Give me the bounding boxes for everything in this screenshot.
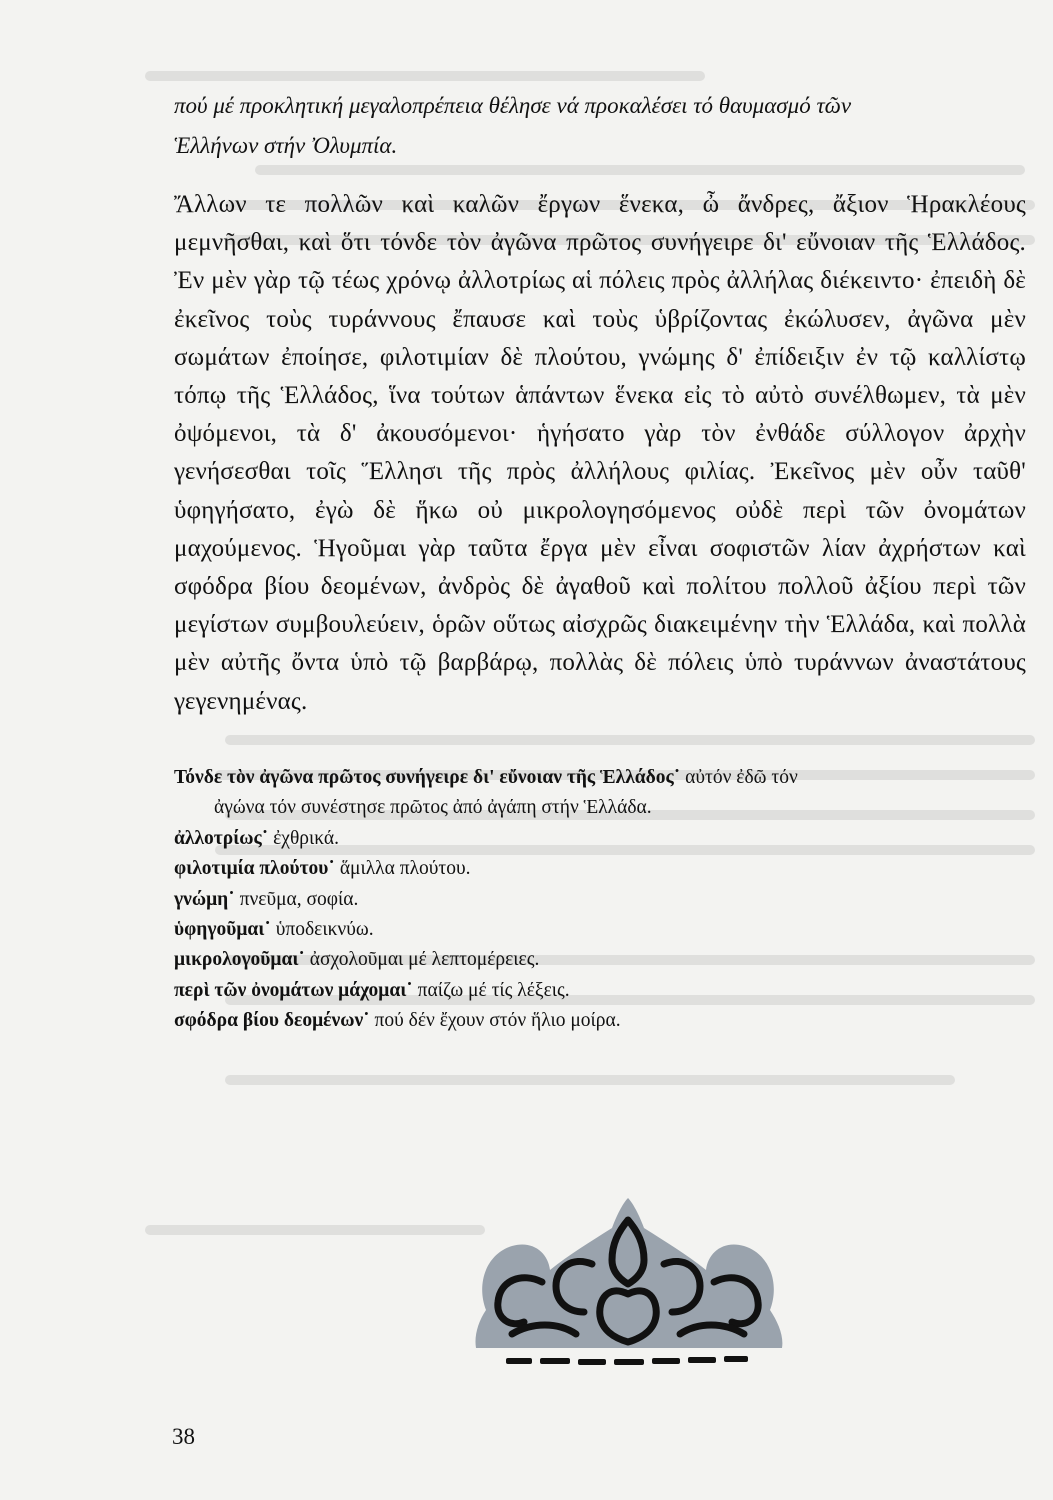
- glossary-definition: πνεῦμα, σοφία.: [239, 888, 359, 910]
- glossary-definition-continuation: ἀγώνα τόν συνέστησε πρῶτος ἀπό ἀγάπη στήν Ἑλλάδα.: [214, 797, 652, 819]
- page-number: 38: [172, 1424, 195, 1449]
- palmette-ornament-icon: [472, 1198, 784, 1380]
- glossary-definition: ἀσχολοῦμαι μέ λεπτομέρειες.: [309, 949, 540, 971]
- glossary-entry: [174, 1006, 1034, 1036]
- glossary-term: σφόδρα βίου δεομένων˙: [174, 1010, 370, 1032]
- glossary-entry: [174, 824, 1034, 854]
- glossary-entry: [174, 976, 1034, 1006]
- glossary-entry: [174, 885, 1034, 915]
- intro-paragraph: [174, 86, 1034, 166]
- glossary-entry: [174, 854, 1034, 884]
- glossary-term: μικρολογοῦμαι˙: [174, 949, 305, 971]
- glossary-definition: πού δέν ἔχουν στόν ἥλιο μοίρα.: [374, 1010, 621, 1032]
- glossary-term: ἀλλοτρίως˙: [174, 827, 269, 849]
- glossary-definition: ὑποδεικνύω.: [275, 919, 374, 941]
- glossary-definition: ἐχθρικά.: [273, 827, 340, 849]
- glossary-definition: ἅμιλλα πλούτου.: [339, 858, 471, 880]
- glossary-definition: αὐτόν ἐδῶ τόν: [685, 767, 798, 788]
- glossary-definition: παίζω μέ τίς λέξεις.: [417, 979, 570, 1001]
- intro-line: Ἑλλήνων στήν Ὀλυμπία.: [174, 133, 398, 158]
- glossary-term: Τόνδε τὸν ἀγῶνα πρῶτος συνήγειρε δι' εὔνοιαν τῆς Ἑλλάδος˙: [174, 767, 681, 788]
- intro-line: πού μέ προκλητική μεγαλοπρέπεια θέλησε νά προκαλέσει τό θαυμασμό τῶν: [174, 93, 852, 118]
- glossary-term: ὑφηγοῦμαι˙: [174, 919, 271, 941]
- glossary-term: γνώμη˙: [174, 888, 235, 910]
- glossary: [174, 763, 1034, 1037]
- glossary-entry: [174, 763, 1034, 824]
- ancient-greek-quote: Ἄλλων τε πολλῶν καὶ καλῶν ἔργων ἕνεκα, ὦ ἄνδρες, ἄξιον Ἡρακλέους μεμνῆσθαι, καὶ ὅτι τόνδε τὸν ἀγῶνα πρῶτος συνήγειρε δι' εὔνοιαν τῆς Ἑλλάδος. Ἐν μὲν γὰρ τῷ τέως χρόνῳ ἀλλοτρίως αἱ πόλεις πρὸς ἀλλήλας διέκειντο· ἐπειδὴ δὲ ἐκεῖνος τοὺς τυράννους ἔπαυσε καὶ τοὺς ὑβρίζοντας ἐκώλυσεν, ἀγῶνα μὲν σωμάτων ἐποίησε, φιλοτιμίαν δὲ πλούτου, γνώμης δ' ἐπίδειξιν ἐν τῷ καλλίστῳ τόπῳ τῆς Ἑλλάδος, ἵνα τούτων ἁπάντων ἕνεκα εἰς τὸ αὐτὸ συνέλθωμεν, τὰ μὲν ὀψόμενοι, τὰ δ' ἀκουσόμενοι· ἡγήσατο γὰρ τὸν ἐνθάδε σύλλογον ἀρχὴν γενήσεσθαι τοῖς Ἕλλησι τῆς πρὸς ἀλλήλους φιλίας. Ἐκεῖνος μὲν οὖν ταῦθ' ὑφηγήσατο, ἐγὼ δὲ ἥκω οὐ μικρολογησόμενος οὐδὲ περὶ τῶν ὀνομάτων μαχούμενος. Ἡγοῦμαι γὰρ ταῦτα ἔργα μὲν εἶναι σοφιστῶν λίαν ἀχρήστων καὶ σφόδρα βίου δεομένων, ἀνδρὸς δὲ ἀγαθοῦ καὶ πολίτου πολλοῦ ἀξίου περὶ τῶν μεγίστων συμβουλεύειν, ὁρῶν οὕτως αἰσχρῶς διακειμένην τὴν Ἑλλάδα, καὶ πολλὰ μὲν αὐτῆς ὄντα ὑπὸ τῷ βαρβάρῳ, πολλὰς δὲ πόλεις ὑπὸ τυράννων ἀναστάτους γεγενημένας.: [174, 191, 1026, 715]
- glossary-term: φιλοτιμία πλούτου˙: [174, 858, 335, 880]
- glossary-entry: [174, 915, 1034, 945]
- glossary-entry: [174, 945, 1034, 975]
- glossary-term: περὶ τῶν ὀνομάτων μάχομαι˙: [174, 979, 413, 1001]
